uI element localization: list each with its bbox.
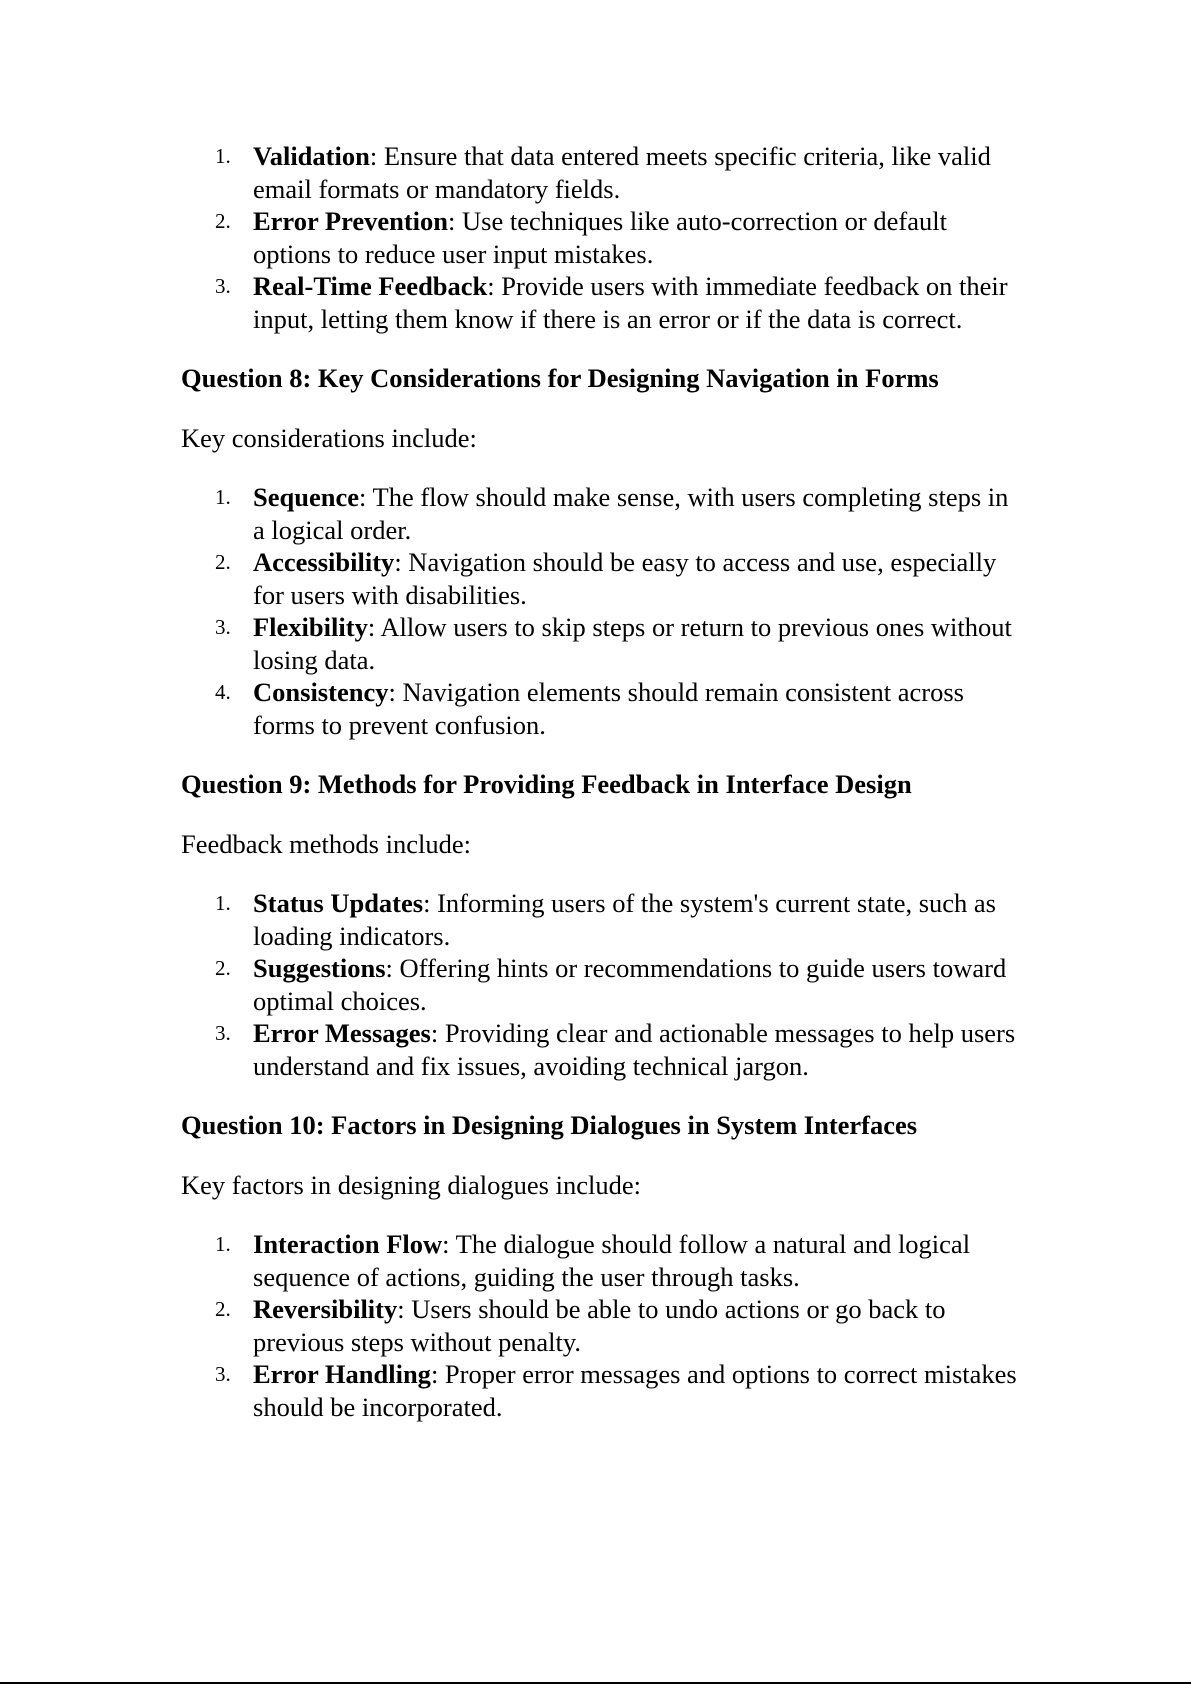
list-number: 3. — [215, 615, 231, 639]
list-item — [215, 1293, 1021, 1358]
list-term: Status Updates — [253, 888, 424, 918]
list-number: 2. — [215, 550, 231, 574]
list-term: Error Prevention — [253, 206, 449, 236]
list-term: Error Messages — [253, 1018, 431, 1048]
q10-heading: Question 10: Factors in Designing Dialogues in System Interfaces — [181, 1110, 918, 1140]
list-item — [215, 887, 1021, 952]
page-content — [181, 140, 1021, 1423]
q9-heading: Question 9: Methods for Providing Feedback in Interface Design — [181, 769, 912, 799]
list-text: : Navigation elements should remain consistent across forms to prevent confusion. — [253, 677, 964, 740]
list-term: Suggestions — [253, 953, 386, 983]
list-term: Real-Time Feedback — [253, 271, 488, 301]
list-item — [215, 270, 1021, 335]
list-number: 3. — [215, 1362, 231, 1386]
list-term: Error Handling — [253, 1359, 431, 1389]
list-term: Interaction Flow — [253, 1229, 443, 1259]
list-number: 3. — [215, 1021, 231, 1045]
list-item — [215, 1228, 1021, 1293]
list-text: : Provide users with immediate feedback on their input, letting them know if there is an error or if the data is correct. — [253, 271, 1008, 334]
list-text: : Use techniques like auto-correction or default options to reduce user input mistakes. — [253, 206, 947, 269]
list-term: Reversibility — [253, 1294, 398, 1324]
list-number: 3. — [215, 274, 231, 298]
q10-intro: Key factors in designing dialogues include: — [181, 1169, 641, 1200]
list-number: 2. — [215, 209, 231, 233]
list-number: 2. — [215, 956, 231, 980]
list-term: Flexibility — [253, 612, 368, 642]
list-item — [215, 546, 1021, 611]
list-item — [215, 205, 1021, 270]
q9-list — [181, 887, 1021, 1082]
list-text: : Providing clear and actionable messages to help users understand and fix issues, avoiding technical jargon. — [253, 1018, 1016, 1081]
q8-list — [181, 481, 1021, 741]
list-term: Sequence — [253, 482, 359, 512]
list-item — [215, 1017, 1021, 1082]
list-item — [215, 1358, 1021, 1423]
q8-heading: Question 8: Key Considerations for Designing Navigation in Forms — [181, 363, 939, 393]
list-number: 4. — [215, 680, 231, 704]
list-number: 1. — [215, 144, 231, 168]
list-term: Validation — [253, 141, 370, 171]
list-item — [215, 952, 1021, 1017]
list-text: : The dialogue should follow a natural and logical sequence of actions, guiding the user through tasks. — [253, 1229, 971, 1292]
list-item — [215, 481, 1021, 546]
q7-list — [181, 140, 1021, 335]
list-text: : Ensure that data entered meets specific criteria, like valid email formats or mandatory fields. — [253, 141, 991, 204]
list-text: : Informing users of the system's current state, such as loading indicators. — [253, 888, 996, 951]
list-number: 1. — [215, 485, 231, 509]
list-number: 1. — [215, 891, 231, 915]
list-text: : Navigation should be easy to access and use, especially for users with disabilities. — [253, 547, 997, 610]
page-bottom-edge — [0, 1682, 1191, 1684]
q8-intro: Key considerations include: — [181, 422, 477, 453]
list-text: : Offering hints or recommendations to guide users toward optimal choices. — [253, 953, 1007, 1016]
list-number: 2. — [215, 1297, 231, 1321]
list-term: Accessibility — [253, 547, 395, 577]
list-text: : Proper error messages and options to correct mistakes should be incorporated. — [253, 1359, 1017, 1422]
q10-list — [181, 1228, 1021, 1423]
list-text: : Users should be able to undo actions or go back to previous steps without penalty. — [253, 1294, 946, 1357]
list-term: Consistency — [253, 677, 389, 707]
list-text: : The flow should make sense, with users completing steps in a logical order. — [253, 482, 1009, 545]
list-item — [215, 140, 1021, 205]
q9-intro: Feedback methods include: — [181, 828, 471, 859]
list-item — [215, 611, 1021, 676]
list-number: 1. — [215, 1232, 231, 1256]
list-text: : Allow users to skip steps or return to previous ones without losing data. — [253, 612, 1012, 675]
list-item — [215, 676, 1021, 741]
